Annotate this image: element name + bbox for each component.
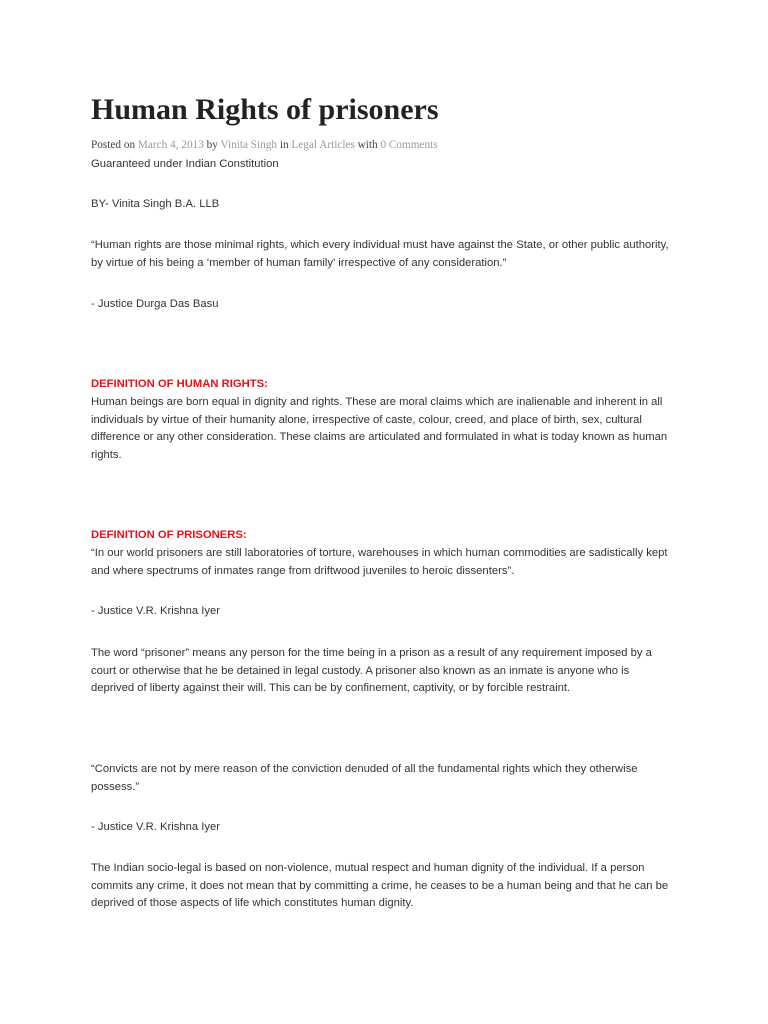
post-date-link[interactable]: March 4, 2013	[137, 139, 204, 152]
quote-line: and where spectrums of inmates range from driftwood juveniles to heroic dissenters”.	[91, 564, 515, 577]
quote-line: “Convicts are not by mere reason of the conviction denuded of all the fundamental rights which they otherwise	[91, 763, 638, 776]
paragraph-line: commits any crime, it does not mean that by committing a crime, he ceases to be a human being and that he can be	[91, 879, 669, 892]
category-link[interactable]: Legal Articles	[291, 139, 355, 152]
quote-attribution: - Justice Durga Das Basu	[91, 298, 219, 311]
paragraph-line: rights.	[91, 448, 122, 461]
paragraph-line: court or otherwise that he be detained in legal custody. A prisoner also known as an inmate is anyone who is	[91, 664, 630, 677]
author-byline: BY- Vinita Singh B.A. LLB	[91, 198, 220, 211]
quote-line: by virtue of his being a ‘member of human family’ irrespective of any consideration.”	[91, 256, 507, 269]
paragraph-line: The word “prisoner” means any person for the time being in a prison as a result of any requirement imposed by a	[91, 647, 652, 660]
paragraph-line: difference or any other consideration. These claims are articulated and formulated in what is today known as human	[91, 431, 668, 444]
post-meta	[91, 137, 438, 155]
quote-krishna-iyer-2	[91, 761, 638, 796]
quote-line: “In our world prisoners are still laboratories of torture, warehouses in which human commodities are sadistically kept	[91, 547, 668, 560]
with-label: with	[357, 139, 378, 152]
paragraph-line: The Indian socio-legal is based on non-violence, mutual respect and human dignity of the individual. If a person	[91, 862, 645, 875]
quote-line: “Human rights are those minimal rights, which every individual must have against the State, or other public authority,	[91, 239, 669, 252]
quote-durga-das-basu	[91, 237, 669, 272]
paragraph-socio-legal	[91, 860, 668, 913]
quote-attribution: - Justice V.R. Krishna Iyer	[91, 821, 221, 834]
article-subtitle: Guaranteed under Indian Constitution	[91, 158, 279, 171]
comments-link[interactable]: 0 Comments	[380, 139, 438, 152]
paragraph-human-rights-definition	[91, 394, 667, 464]
article-title: Human Rights of prisoners	[91, 93, 439, 126]
quote-line: possess.”	[91, 780, 140, 793]
section-heading-human-rights: DEFINITION OF HUMAN RIGHTS:	[91, 378, 268, 391]
quote-attribution: - Justice V.R. Krishna Iyer	[91, 605, 221, 618]
paragraph-line: individuals by virtue of their humanity alone, irrespective of caste, colour, creed, and place of birth, sex, cultural	[91, 413, 642, 426]
paragraph-line: Human beings are born equal in dignity and rights. These are moral claims which are inalienable and inherent in all	[91, 396, 663, 409]
paragraph-line: deprived of liberty against their will. This can be by confinement, captivity, or by forcible restraint.	[91, 682, 571, 695]
paragraph-line: deprived of those aspects of life which constitutes human dignity.	[91, 897, 414, 910]
quote-krishna-iyer-1	[91, 545, 668, 580]
section-heading-prisoners: DEFINITION OF PRISONERS:	[91, 529, 247, 542]
posted-on-label: Posted on	[91, 139, 136, 152]
in-label: in	[279, 139, 289, 152]
author-link[interactable]: Vinita Singh	[220, 139, 278, 152]
by-label: by	[206, 139, 218, 152]
paragraph-prisoner-meaning	[91, 645, 652, 698]
